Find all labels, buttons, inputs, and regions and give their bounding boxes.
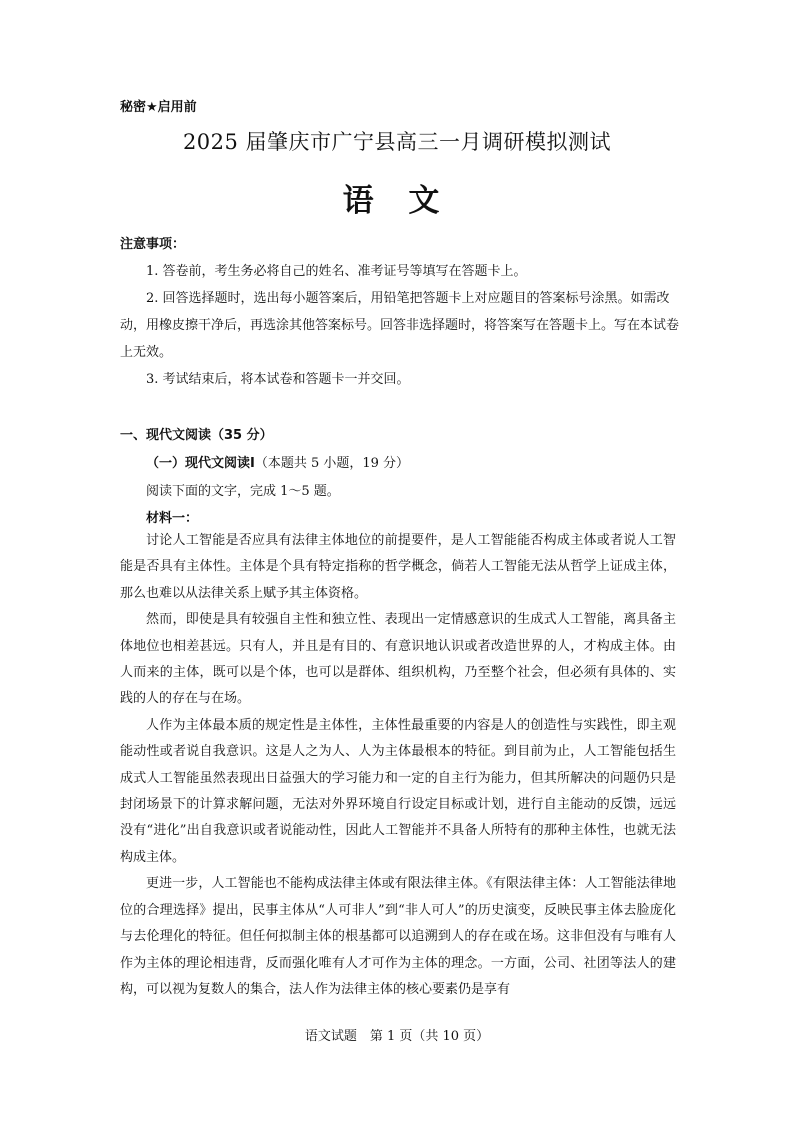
reading-instruction: 阅读下面的文字，完成 1～5 题。	[146, 484, 340, 499]
confidential-label: 秘密★启用前	[120, 100, 197, 115]
notice-item: 3. 考试结束后，将本试卷和答题卡一并交回。	[146, 372, 410, 387]
notice-heading: 注意事项：	[120, 237, 186, 252]
article-paragraph: 更进一步，人工智能也不能构成法律主体或有限法律主体。《有限法律主体：人工智能法律地位的合理选择》提出，民事主体从“人可非人”到“非人可人”的历史演变，反映民事主体去脸庞化与去伦理化的特征。但任何拟制主体的根基都可以追溯到人的存在或在场。这非但没有与唯有人作为主体的理论相违背，反而强化唯有人才可作为主体的理念。一方面，公司、社团等法人的建构，可以视为复数人的集合，法人作为法律主体的核心要素仍是享有	[120, 876, 676, 997]
article-paragraph: 讨论人工智能是否应具有法律主体地位的前提要件，是人工智能能否构成主体或者说人工智能是否具有主体性。主体是个具有特定指称的哲学概念，倘若人工智能无法从哲学上证成主体，那么也难以从法律关系上赋予其主体资格。	[120, 533, 676, 601]
material-label: 材料一：	[146, 511, 199, 526]
subject-title: 语 文	[342, 183, 452, 219]
notice-item: 2. 回答选择题时，选出每小题答案后，用铅笔把答题卡上对应题目的答案标号涂黑。如需改动，用橡皮擦干净后，再选涂其他答案标号。回答非选择题时，将答案写在答题卡上。写在本试卷上无效。	[120, 291, 680, 360]
subsection-title-bold: （一）现代文阅读I	[146, 456, 255, 471]
article-body	[120, 528, 676, 1003]
exam-title: 2025 届肇庆市广宁县高三一月调研模拟测试	[182, 130, 612, 154]
article-paragraph: 人作为主体最本质的规定性是主体性，主体性最重要的内容是人的创造性与实践性，即主观能动性或者说自我意识。这是人之为人、人为主体最根本的特征。到目前为止，人工智能包括生成式人工智能虽然表现出日益强大的学习能力和一定的自主行为能力，但其所解决的问题仍只是封闭场景下的计算求解问题，无法对外界环境自行设定目标或计划，进行自主能动的反馈，远远没有“进化”出自我意识或者说能动性，因此人工智能并不具备人所特有的那种主体性，也就无法构成主体。	[120, 717, 676, 865]
subsection-title	[146, 452, 409, 471]
notice-item: 1. 答卷前，考生务必将自己的姓名、准考证号等填写在答题卡上。	[146, 264, 527, 279]
section-title	[120, 424, 273, 443]
subsection-title-rest: （本题共 5 小题，19 分）	[254, 456, 410, 471]
notice-list	[120, 258, 680, 393]
article-paragraph: 然而，即使是具有较强自主性和独立性、表现出一定情感意识的生成式人工智能，离具备主体地位也相差甚远。只有人，并且是有目的、有意识地认识或者改造世界的人，才构成主体。由人而来的主体，既可以是个体，也可以是群体、组织机构，乃至整个社会，但必须有具体的、实践的人的存在与在场。	[120, 612, 676, 707]
page-footer: 语文试题 第 1 页（共 10 页）	[304, 1029, 490, 1044]
section-title-text: 一、现代文阅读（35 分）	[120, 428, 273, 443]
